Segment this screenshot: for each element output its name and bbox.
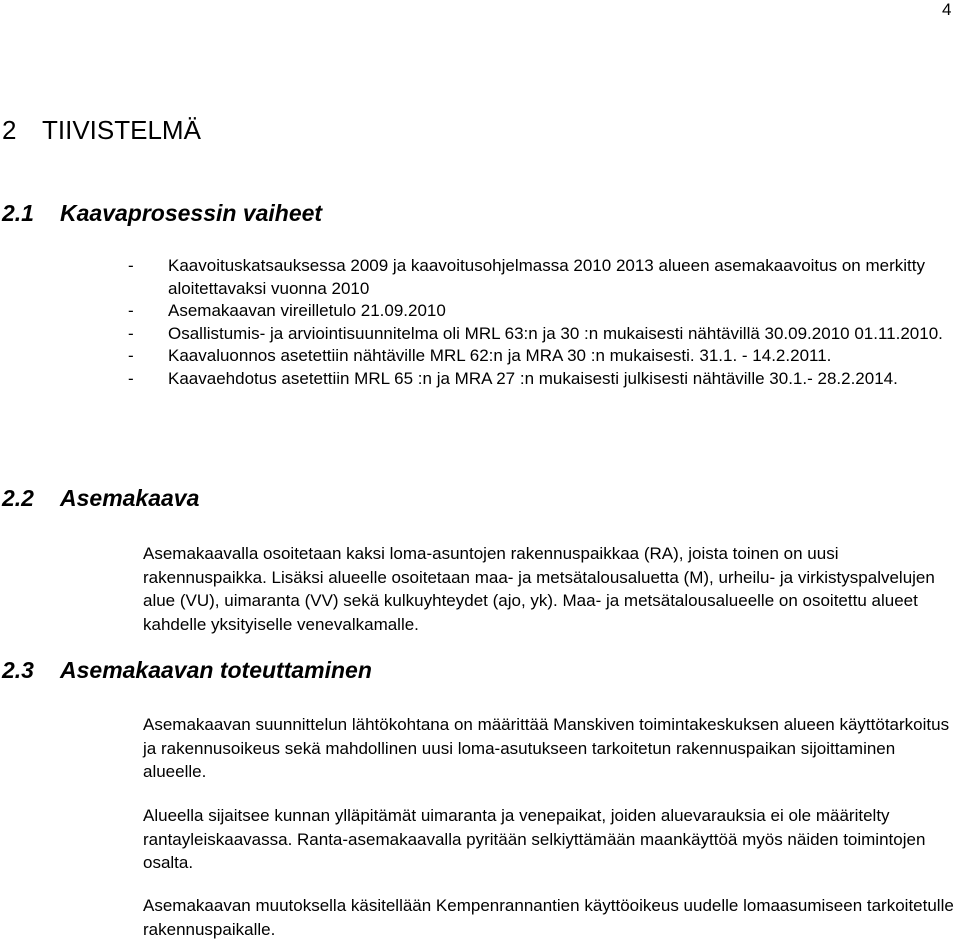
subsection-title: Asemakaavan toteuttaminen [60, 657, 372, 683]
list-dash: - [128, 256, 134, 275]
list-item-text: Osallistumis- ja arviointisuunnitelma oli MRL 63:n ja 30 :n mukaisesti nähtävillä 30.09.2010 01.11.2010. [168, 323, 943, 343]
paragraph: Asemakaavalla osoitetaan kaksi loma-asuntojen rakennuspaikkaa (RA), joista toinen on uusi rakennuspaikka. Lisäksi alueelle osoitetaan maa- ja metsätalousaluetta (M), urheilu- ja virkistyspalvelujen alue (VU), uimaranta (VV) sekä kulkuyhteydet (ajo, yk). Maa- ja metsätalousalueelle on osoitettu alueet kahdelle yksityiselle venevalkamalle. [143, 544, 935, 634]
section-title: TIIVISTELMÄ [42, 115, 201, 145]
page-number: 4 [942, 0, 952, 19]
section-number: 2 [2, 115, 17, 145]
subsection-title: Kaavaprosessin vaiheet [60, 200, 323, 226]
list-item-text: Kaavaehdotus asetettiin MRL 65 :n ja MRA 27 :n mukaisesti julkisesti nähtäville 30.1.- 28.2.2014. [168, 368, 898, 388]
list-dash: - [128, 346, 134, 365]
list-item [128, 368, 958, 391]
list-item [128, 345, 958, 368]
list-item-text: Kaavaluonnos asetettiin nähtäville MRL 62:n ja MRA 30 :n mukaisesti. 31.1. - 14.2.2011. [168, 346, 832, 365]
subsection-heading-2-3 [2, 656, 372, 684]
list-dash: - [128, 368, 134, 388]
paragraph: Asemakaavan muutoksella käsitellään Kempenrannantien käyttöoikeus uudelle lomaasumiseen tarkoitetulle rakennuspaikalle. [143, 896, 954, 939]
list-item-text: Kaavoituskatsauksessa 2009 ja kaavoitusohjelmassa 2010 2013 alueen asemakaavoitus on merkitty aloitettavaksi vuonna 2010 [168, 256, 925, 298]
subsection-number: 2.1 [2, 200, 34, 226]
list-item-text: Asemakaavan vireilletulo 21.09.2010 [168, 301, 446, 320]
subsection-heading-2-1 [2, 199, 322, 227]
paragraph: Alueella sijaitsee kunnan ylläpitämät uimaranta ja venepaikat, joiden aluevarauksia ei ole määritelty rantayleiskaavassa. Ranta-asemakaavalla pyritään selkiyttämään maankäyttöä myös näiden toimintojen osalta. [143, 806, 926, 872]
process-steps-list [128, 255, 958, 390]
paragraph: Asemakaavan suunnittelun lähtökohtana on määrittää Manskiven toimintakeskuksen alueen käyttötarkoitus ja rakennusoikeus sekä mahdollinen uusi loma-asutukseen tarkoitetun rakennuspaikan sijoittaminen alueelle. [143, 715, 950, 781]
section-heading [2, 113, 201, 147]
list-item [128, 300, 958, 323]
list-dash: - [128, 323, 134, 343]
list-item [128, 323, 958, 346]
subsection-heading-2-2 [2, 484, 199, 512]
list-dash: - [128, 301, 134, 320]
subsection-title: Asemakaava [60, 485, 200, 511]
subsection-number: 2.3 [2, 657, 34, 683]
list-item [128, 255, 958, 300]
subsection-number: 2.2 [2, 485, 34, 511]
